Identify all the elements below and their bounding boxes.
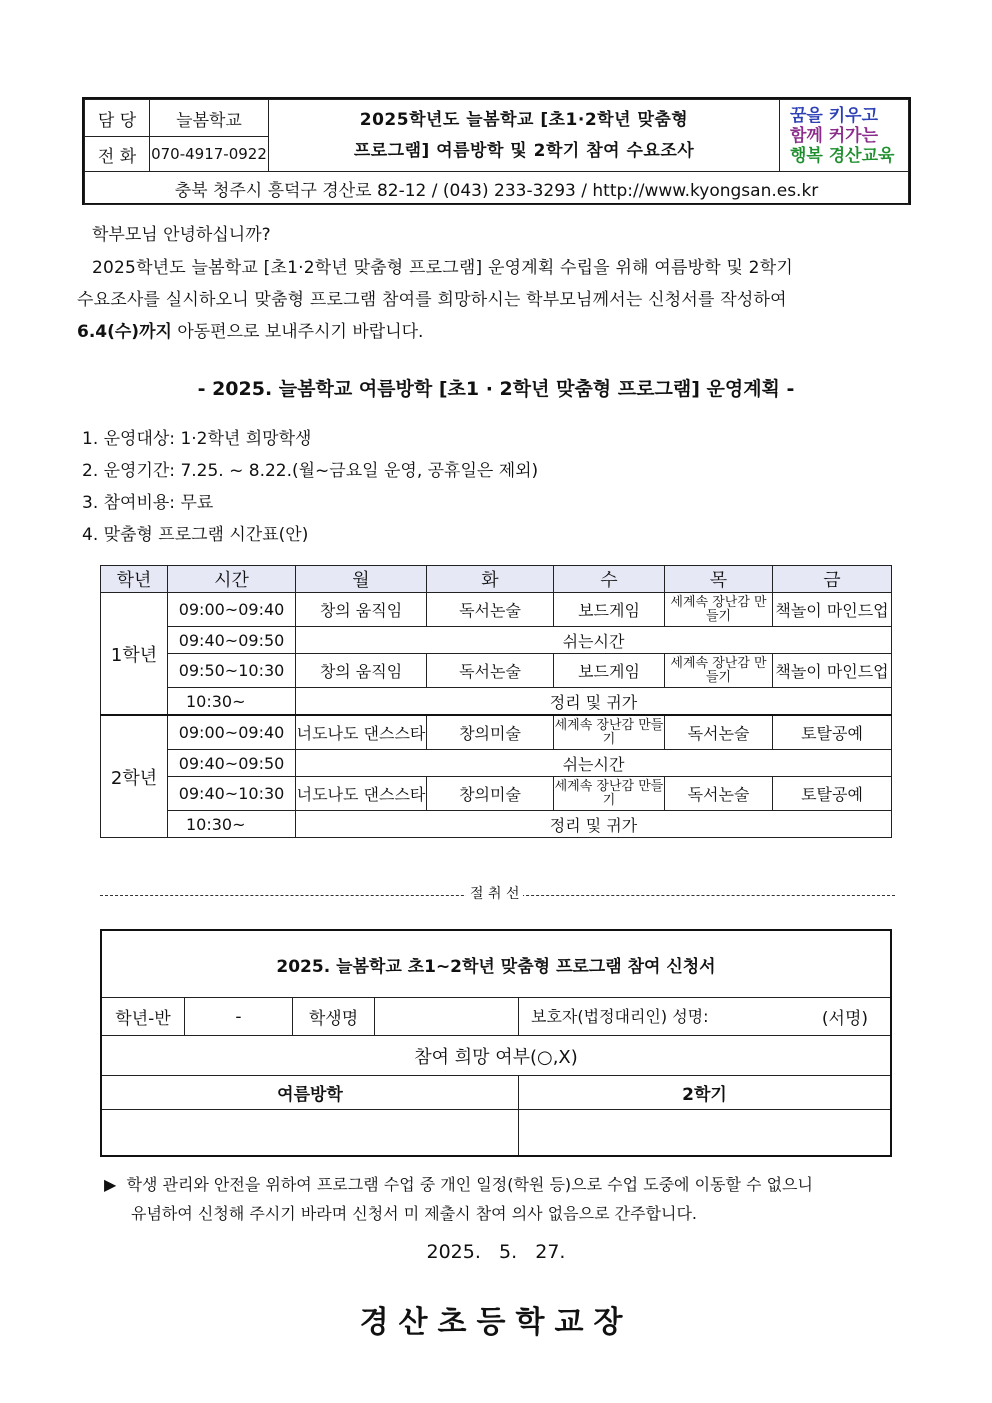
- class-cell: 독서논술: [427, 654, 554, 688]
- class-cell: 독서논술: [427, 593, 554, 627]
- class-cell: 세계속 장난감 만들기: [554, 777, 665, 811]
- class-cell: 토탈공예: [773, 777, 892, 811]
- time-cell: 09:40~10:30: [168, 777, 296, 811]
- class-cell: 토탈공예: [773, 715, 892, 750]
- grade-2-label: 2학년: [101, 715, 168, 838]
- notice-line-1: 학생 관리와 안전을 위하여 프로그램 수업 중 개인 일정(학원 등)으로 수업 도중에 이동할 수 없으니: [126, 1175, 813, 1194]
- guardian-label: 보호자(법정대리인) 성명:: [531, 1007, 709, 1026]
- dismissal-cell: 정리 및 귀가: [296, 811, 892, 838]
- slogan-line-1: 꿈을 키우고: [790, 105, 879, 126]
- class-cell: 책놀이 마인드업: [773, 593, 892, 627]
- time-cell: 09:50~10:30: [168, 654, 296, 688]
- class-cell: 책놀이 마인드업: [773, 654, 892, 688]
- time-cell: 09:40~09:50: [168, 627, 296, 654]
- table-row: [101, 654, 892, 688]
- semester-label: 2학기: [519, 1076, 892, 1110]
- break-cell: 쉬는시간: [296, 750, 892, 777]
- intro-line-2: 수요조사를 실시하오니 맞춤형 프로그램 참여를 희망하시는 학부모님께서는 신청서를 작성하여: [77, 290, 787, 310]
- semester-answer-field[interactable]: [519, 1110, 892, 1156]
- student-name-label: 학생명: [293, 998, 375, 1036]
- slogan-line-3: 행복 경산교육: [790, 145, 895, 166]
- intro-line-3-rest: 아동편으로 보내주시기 바랍니다.: [171, 322, 424, 342]
- contact-label-person: 담 당: [85, 100, 150, 137]
- plan-item-2: 2. 운영기간: 7.25. ~ 8.22.(월~금요일 운영, 공휴일은 제외): [82, 461, 539, 481]
- time-cell: 09:40~09:50: [168, 750, 296, 777]
- participation-label: 참여 희망 여부(○,X): [101, 1036, 891, 1076]
- header-time: 시간: [168, 566, 296, 593]
- deadline: 6.4(수)까지: [77, 322, 172, 342]
- intro-line-1: 2025학년도 늘봄학교 [초1·2학년 맞춤형 프로그램] 운영계획 수립을 위해 여름방학 및 2학기: [92, 258, 793, 278]
- class-cell: 세계속 장난감 만들기: [665, 593, 773, 627]
- class-cell: 창의미술: [427, 777, 554, 811]
- plan-item-1: 1. 운영대상: 1·2학년 희망학생: [82, 429, 312, 449]
- class-cell: 독서논술: [665, 715, 773, 750]
- header-grade: 학년: [101, 566, 168, 593]
- header-fri: 금: [773, 566, 892, 593]
- form-title: 2025. 늘봄학교 초1~2학년 맞춤형 프로그램 참여 신청서: [101, 930, 891, 998]
- document-title: [269, 100, 780, 172]
- intro-line-3: [77, 316, 423, 349]
- contact-value-phone: 070-4917-0922: [150, 137, 269, 172]
- slogan: [780, 100, 909, 172]
- document-date: 2025. 5. 27.: [426, 1241, 566, 1263]
- class-cell: 독서논술: [665, 777, 773, 811]
- student-name-field[interactable]: [375, 998, 519, 1036]
- notice-line-2: 유념하여 신청해 주시기 바라며 신청서 미 제출시 참여 의사 없음으로 간주합니다.: [131, 1204, 697, 1223]
- title-line-1: 2025학년도 늘봄학교 [초1·2학년 맞춤형: [359, 109, 689, 130]
- schedule-header-row: [101, 566, 892, 593]
- time-cell: 10:30~: [168, 688, 296, 716]
- greeting: 학부모님 안녕하십니까?: [92, 225, 271, 245]
- cut-line-label: 절 취 선: [466, 883, 523, 903]
- signatory: 경산초등학교장: [359, 1305, 633, 1340]
- plan-heading: - 2025. 늘봄학교 여름방학 [초1 · 2학년 맞춤형 프로그램] 운영계획 -: [197, 378, 795, 400]
- summer-label: 여름방학: [101, 1076, 519, 1110]
- schedule-table: [100, 565, 892, 838]
- contact-value-person: 늘봄학교: [150, 100, 269, 137]
- summer-answer-field[interactable]: [101, 1110, 519, 1156]
- header-wed: 수: [554, 566, 665, 593]
- class-cell: 창의 움직임: [296, 654, 427, 688]
- dismissal-cell: 정리 및 귀가: [296, 688, 892, 716]
- table-row: [101, 777, 892, 811]
- grade-class-field[interactable]: -: [185, 998, 293, 1036]
- header-tue: 화: [427, 566, 554, 593]
- notice: [104, 1170, 904, 1228]
- class-cell: 세계속 장난감 만들기: [665, 654, 773, 688]
- document-header: [82, 97, 911, 205]
- plan-item-3: 3. 참여비용: 무료: [82, 493, 214, 513]
- table-row: [101, 627, 892, 654]
- time-cell: 09:00~09:40: [168, 593, 296, 627]
- grade-class-label: 학년-반: [101, 998, 185, 1036]
- title-line-2: 프로그램] 여름방학 및 2학기 참여 수요조사: [353, 140, 695, 161]
- class-cell: 너도나도 댄스스타: [296, 715, 427, 750]
- header-mon: 월: [296, 566, 427, 593]
- time-cell: 10:30~: [168, 811, 296, 838]
- slogan-line-2: 함께 커가는: [790, 125, 879, 146]
- class-cell: 세계속 장난감 만들기: [554, 715, 665, 750]
- time-cell: 09:00~09:40: [168, 715, 296, 750]
- guardian-field[interactable]: [519, 998, 892, 1036]
- class-cell: 너도나도 댄스스타: [296, 777, 427, 811]
- table-row: [101, 750, 892, 777]
- contact-label-phone: 전 화: [85, 137, 150, 172]
- plan-item-4: 4. 맞춤형 프로그램 시간표(안): [82, 525, 309, 545]
- break-cell: 쉬는시간: [296, 627, 892, 654]
- school-address: 충북 청주시 흥덕구 경산로 82-12 / (043) 233-3293 / http://www.kyongsan.es.kr: [85, 172, 909, 205]
- grade-1-label: 1학년: [101, 593, 168, 716]
- class-cell: 창의 움직임: [296, 593, 427, 627]
- signature-label: (서명): [821, 1009, 868, 1029]
- class-cell: 보드게임: [554, 654, 665, 688]
- class-cell: 보드게임: [554, 593, 665, 627]
- table-row: [101, 593, 892, 627]
- table-row: [101, 811, 892, 838]
- table-row: [101, 715, 892, 750]
- header-thu: 목: [665, 566, 773, 593]
- application-form: [100, 929, 892, 1157]
- table-row: [101, 688, 892, 716]
- class-cell: 창의미술: [427, 715, 554, 750]
- notice-bullet: ▶: [104, 1175, 117, 1194]
